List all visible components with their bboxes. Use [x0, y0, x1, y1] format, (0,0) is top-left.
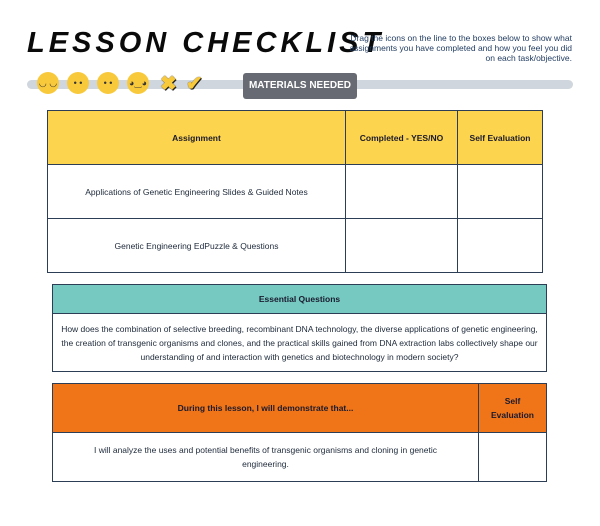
essential-question-text: How does the combination of selective breeding, recombinant DNA technology, the diverse applications of genetic engineering, the creation of transgenic organisms and clones, and the practical skills gained from DNA extraction labs collectively shape our understanding of and interaction with genetics and biotechnology in modern society? — [53, 314, 547, 372]
essential-questions-header: Essential Questions — [53, 285, 547, 314]
table-row — [53, 433, 547, 482]
completed-drop-box[interactable] — [346, 165, 458, 219]
table-row — [48, 165, 543, 219]
evaluation-drop-box[interactable] — [479, 433, 547, 482]
col-assignment: Assignment — [48, 111, 346, 165]
x-mark-icon[interactable]: ✖ — [160, 73, 177, 95]
evaluation-drop-box[interactable] — [458, 165, 543, 219]
col-objective: During this lesson, I will demonstrate that... — [53, 384, 479, 433]
instructions: Drag the icons on the line to the boxes below to show what assignments you have completed and how you feel you did on each task/objective. — [349, 33, 572, 63]
sad-face-icon[interactable]: ◡ ◡ — [37, 72, 59, 94]
col-completed: Completed - YES/NO — [346, 111, 458, 165]
evaluation-drop-box[interactable] — [458, 219, 543, 273]
completed-drop-box[interactable] — [346, 219, 458, 273]
assignment-name: Genetic Engineering EdPuzzle & Questions — [48, 219, 346, 273]
happy-face-icon[interactable]: ◕‿◕ — [127, 72, 149, 94]
table-row — [48, 219, 543, 273]
page-title: LESSON CHECKLIST — [27, 27, 385, 59]
essential-questions-table — [52, 284, 547, 372]
assignment-table — [47, 110, 543, 273]
check-mark-icon[interactable]: ✔ — [186, 73, 203, 95]
objective-text: I will analyze the uses and potential benefits of transgenic organisms and cloning in genetic engineering. — [53, 433, 479, 482]
col-self-evaluation: Self Evaluation — [479, 384, 547, 433]
objectives-table — [52, 383, 547, 482]
assignment-name: Applications of Genetic Engineering Slides & Guided Notes — [48, 165, 346, 219]
neutral-face-icon[interactable]: • • — [97, 72, 119, 94]
col-self-evaluation: Self Evaluation — [458, 111, 543, 165]
materials-needed-button[interactable]: MATERIALS NEEDED — [243, 73, 357, 99]
nervous-face-icon[interactable]: • • — [67, 72, 89, 94]
